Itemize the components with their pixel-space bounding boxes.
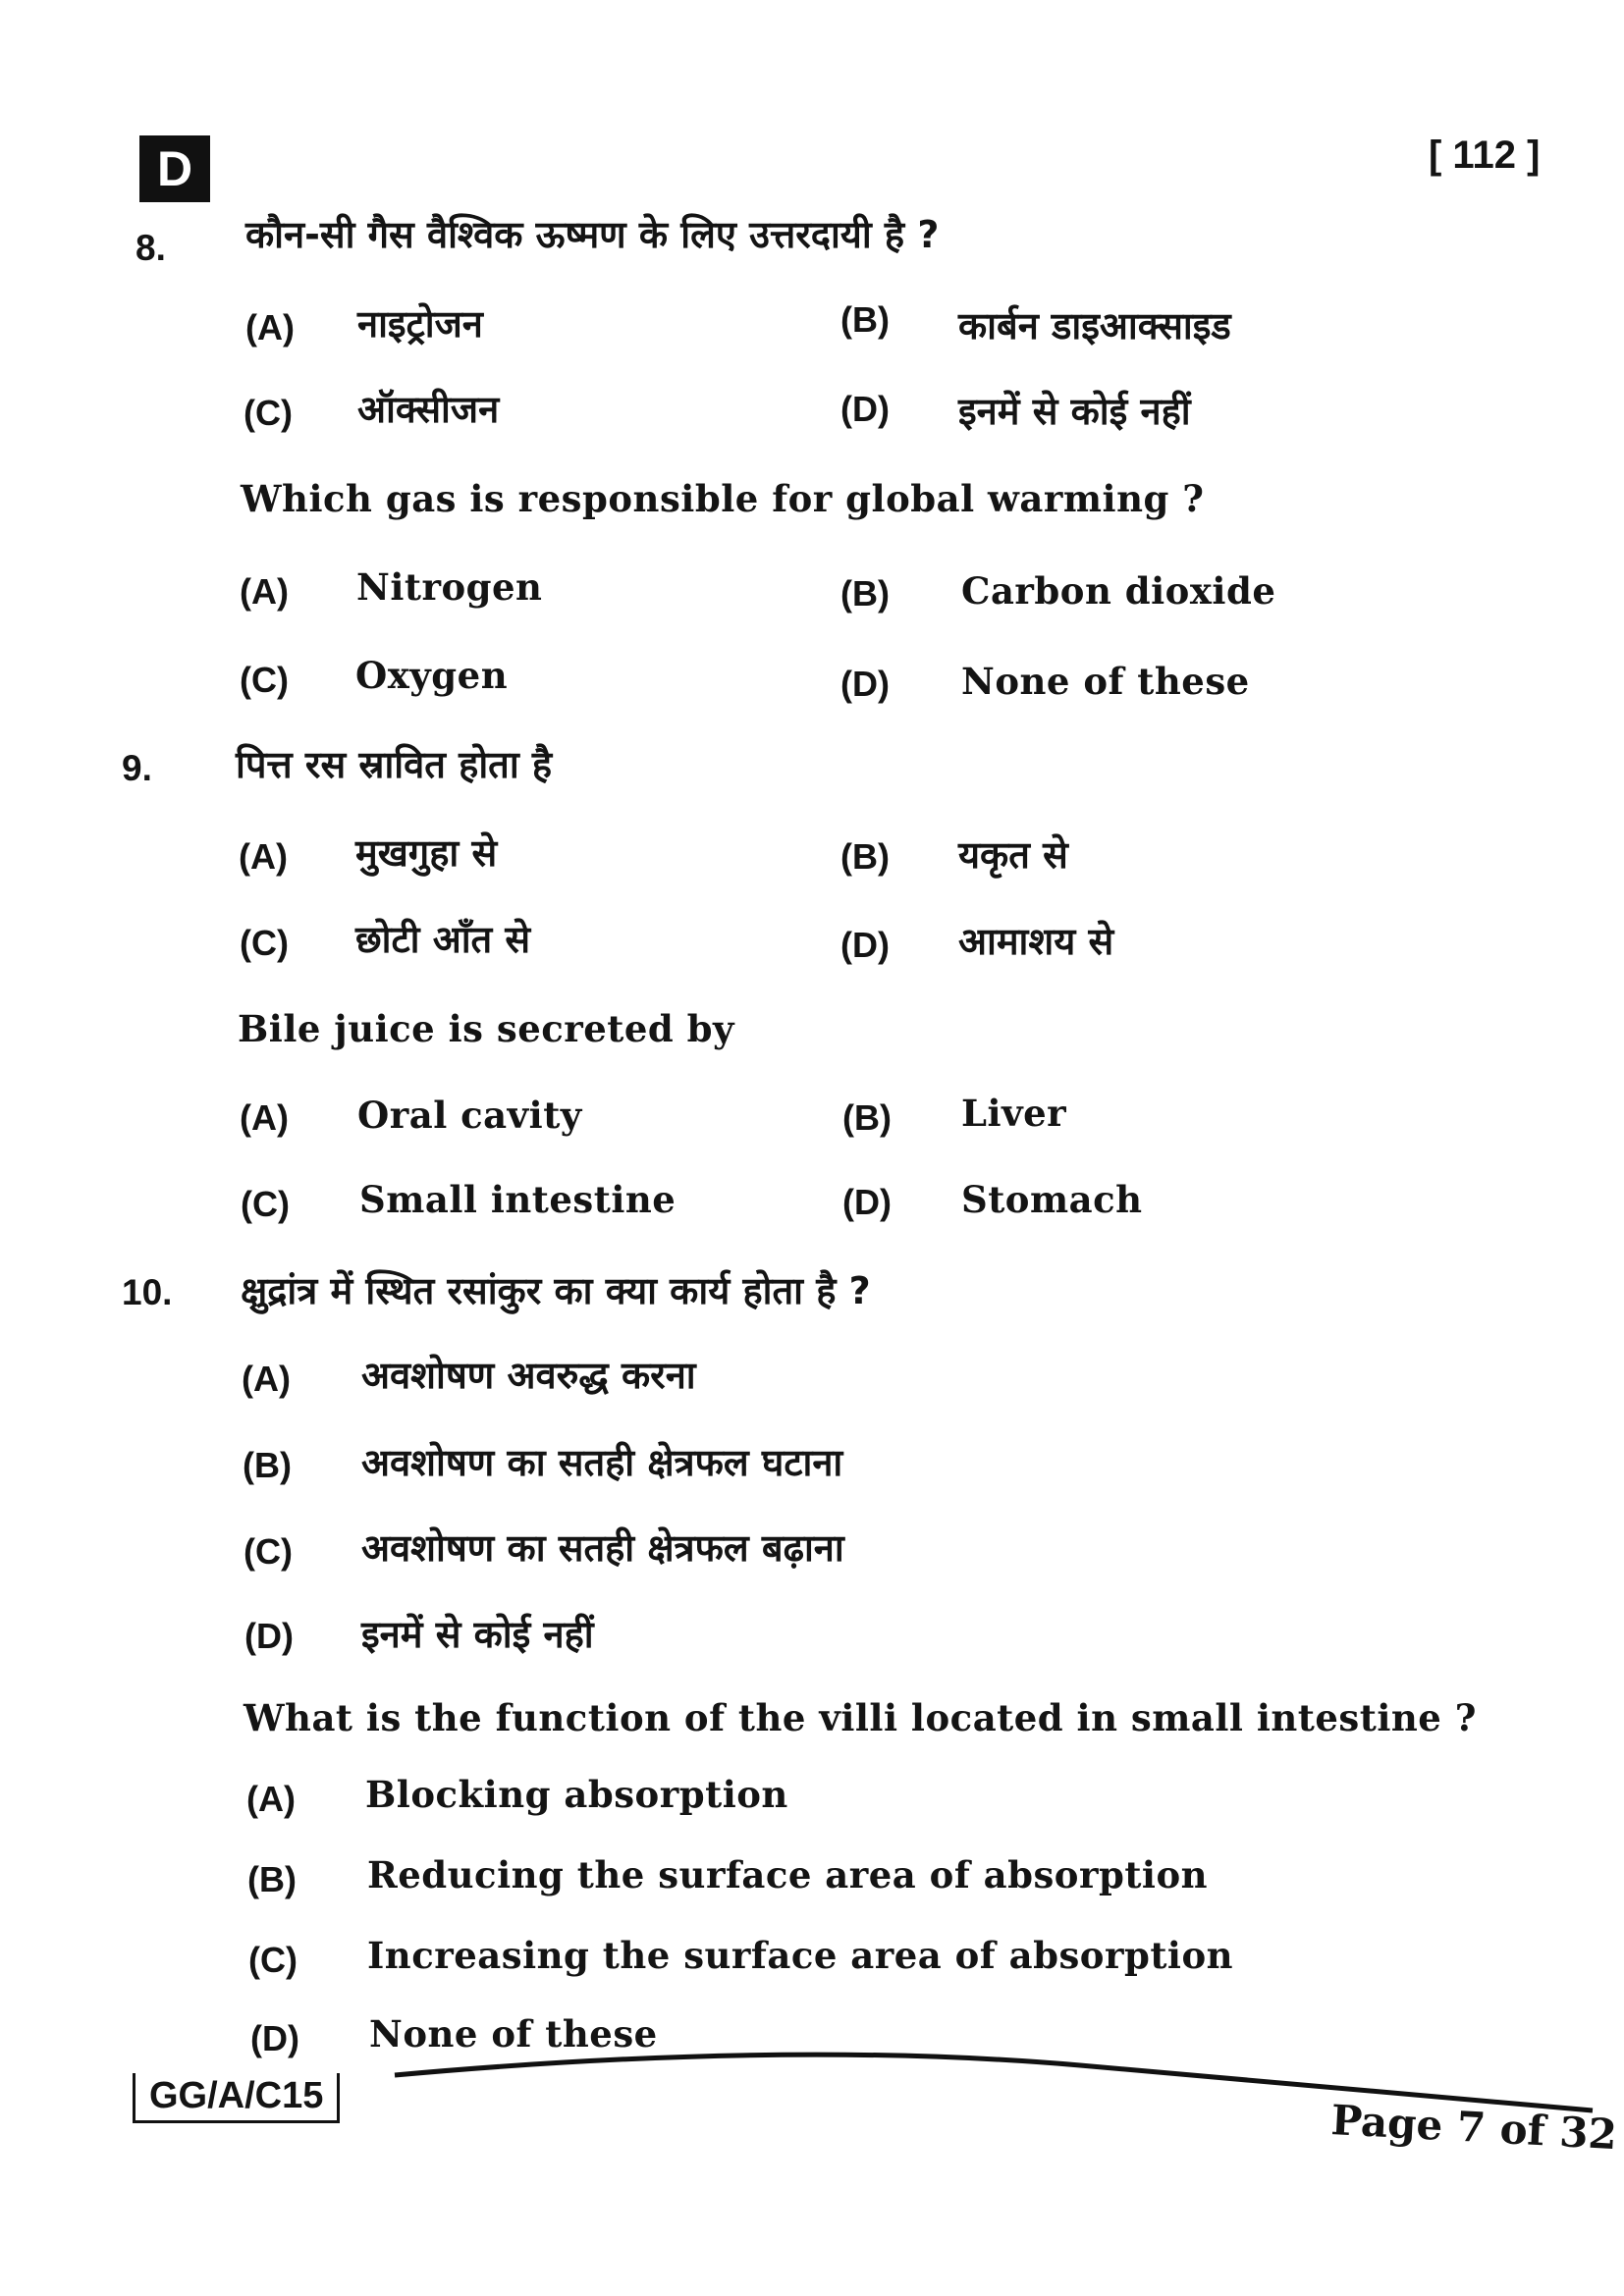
option-text: Liver xyxy=(961,1092,1067,1135)
question-8-number: 8. xyxy=(135,228,166,268)
option-text: Stomach xyxy=(961,1178,1143,1221)
option-text: None of these xyxy=(961,660,1250,703)
question-9-hindi: पित्त रस स्रावित होता है xyxy=(236,743,553,786)
question-10-number: 10. xyxy=(122,1272,173,1312)
option-label: (C) xyxy=(244,393,293,433)
option-text: Carbon dioxide xyxy=(961,569,1276,613)
option-text: Nitrogen xyxy=(356,565,543,609)
option-label: (B) xyxy=(243,1445,292,1485)
option-text: कार्बन डाइआक्साइड xyxy=(958,304,1231,347)
option-text: None of these xyxy=(369,2012,658,2056)
option-text: Oxygen xyxy=(355,654,509,697)
question-10-hindi: क्षुद्रांत्र में स्थित रसांकुर का क्या कार्य होता है ? xyxy=(241,1269,871,1312)
question-9-number: 9. xyxy=(122,748,152,788)
option-text: Reducing the surface area of absorption xyxy=(367,1853,1209,1896)
option-text: इनमें से कोई नहीं xyxy=(361,1613,594,1656)
option-text: अवशोषण का सतही क्षेत्रफल घटाना xyxy=(361,1441,843,1484)
option-label: (A) xyxy=(240,571,289,612)
option-text: ऑक्सीजन xyxy=(357,388,500,431)
option-label: (C) xyxy=(240,923,289,963)
option-label: (A) xyxy=(240,1097,289,1138)
option-text: आमाशय से xyxy=(958,920,1114,963)
option-label: (B) xyxy=(840,573,890,614)
option-label: (C) xyxy=(240,660,289,700)
option-label: (D) xyxy=(840,389,890,429)
option-text: मुखगुहा से xyxy=(355,831,498,875)
option-label: (C) xyxy=(248,1940,298,1980)
option-label: (B) xyxy=(842,1097,892,1138)
option-label: (A) xyxy=(246,1779,296,1819)
option-label: (A) xyxy=(242,1359,291,1399)
option-text: नाइट्रोजन xyxy=(357,302,483,346)
option-text: अवशोषण का सतही क्षेत्रफल बढ़ाना xyxy=(361,1526,844,1570)
option-label: (C) xyxy=(241,1184,290,1224)
set-code-badge: D xyxy=(139,135,210,202)
option-label: (A) xyxy=(245,307,295,347)
page-number: Page 7 of 32 xyxy=(1329,2096,1618,2160)
option-label: (D) xyxy=(244,1616,294,1656)
option-label: (B) xyxy=(840,299,890,340)
option-text: Oral cavity xyxy=(357,1094,582,1137)
option-label: (B) xyxy=(840,836,890,877)
question-8-english: Which gas is responsible for global warming ? xyxy=(241,477,1205,520)
option-text: Small intestine xyxy=(359,1178,677,1221)
option-text: अवशोषण अवरुद्ध करना xyxy=(361,1354,696,1397)
option-label: (D) xyxy=(842,1182,892,1222)
paper-code: GG/A/C15 xyxy=(133,2073,340,2123)
option-text: इनमें से कोई नहीं xyxy=(958,390,1191,433)
question-9-english: Bile juice is secreted by xyxy=(238,1007,735,1050)
option-label: (D) xyxy=(840,664,890,704)
option-label: (D) xyxy=(840,925,890,965)
option-text: छोटी आँत से xyxy=(355,918,531,961)
option-label: (C) xyxy=(244,1531,293,1572)
option-label: (D) xyxy=(250,2018,299,2058)
option-text: यकृत से xyxy=(958,833,1068,877)
question-10-english: What is the function of the villi located in small intestine ? xyxy=(244,1696,1477,1739)
option-label: (A) xyxy=(239,836,288,877)
page-code: [ 112 ] xyxy=(1429,133,1541,177)
option-label: (B) xyxy=(247,1859,297,1899)
option-text: Blocking absorption xyxy=(365,1773,788,1816)
question-8-hindi: कौन-सी गैस वैश्विक ऊष्मण के लिए उत्तरदायी है ? xyxy=(245,213,940,256)
option-text: Increasing the surface area of absorption xyxy=(367,1934,1234,1977)
